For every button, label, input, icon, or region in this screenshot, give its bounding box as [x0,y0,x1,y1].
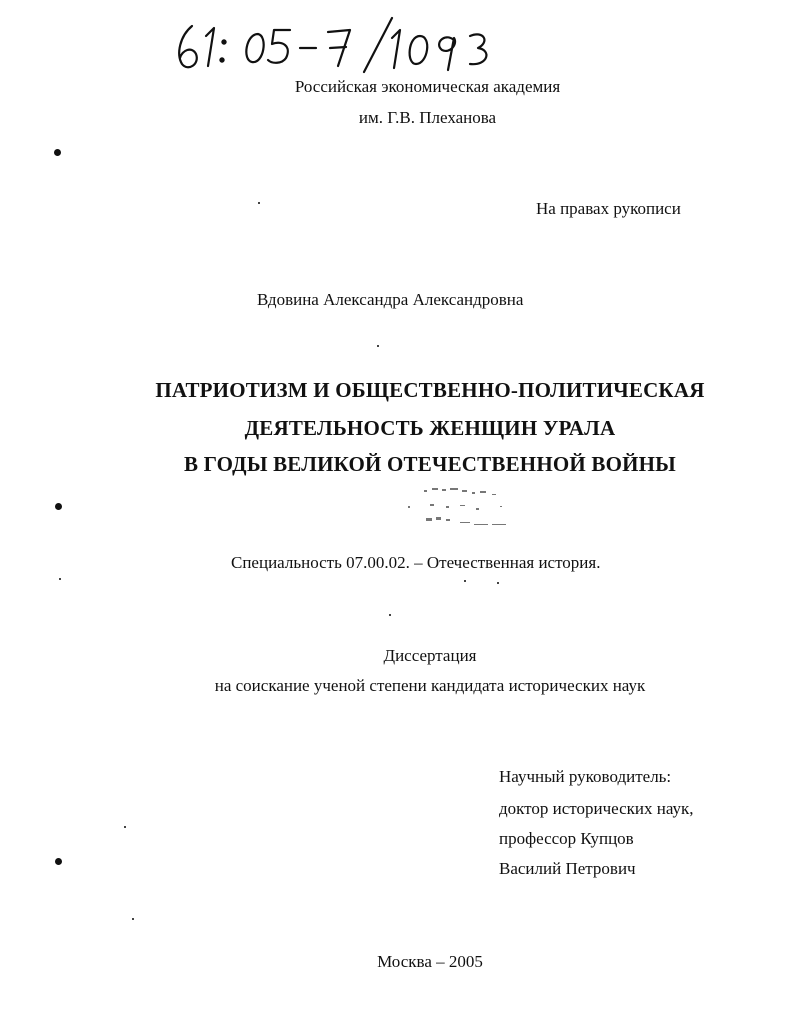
scan-speck [497,582,499,584]
handwritten-archive-mark [170,14,510,76]
scan-speck [132,918,134,920]
supervisor-label: Научный руководитель: [499,767,672,786]
supervisor-title-name: профессор Купцов [499,829,634,848]
city-year: Москва – 2005 [377,952,483,971]
specialty-line: Специальность 07.00.02. – Отечественная история. [231,553,601,572]
binding-hole-mark [55,858,62,865]
organization-name: Российская экономическая академия [294,77,561,96]
dissertation-title-line-1: ПАТРИОТИЗМ И ОБЩЕСТВЕННО-ПОЛИТИЧЕСКАЯ [155,378,705,402]
scan-speck [464,580,466,582]
dissertation-title-line-2: ДЕЯТЕЛЬНОСТЬ ЖЕНЩИН УРАЛА [244,416,616,440]
dissertation-label: Диссертация [383,646,477,665]
dissertation-title-line-3: В ГОДЫ ВЕЛИКОЙ ОТЕЧЕСТВЕННОЙ ВОЙНЫ [183,452,676,476]
supervisor-name: Василий Петрович [499,859,636,878]
faded-stamp-mark-drawing [400,484,525,534]
scan-speck [59,578,61,580]
dissertation-purpose: на соискание ученой степени кандидата исторических наук [214,676,646,695]
author-name: Вдовина Александра Александровна [257,290,524,309]
scan-speck [389,614,391,616]
rights-note: На правах рукописи [536,199,681,218]
faded-stamp-mark [400,484,525,534]
handwritten-archive-mark-drawing [170,14,510,76]
supervisor-degree: доктор исторических наук, [499,799,694,818]
scan-speck [377,345,379,347]
scan-speck [258,202,260,204]
organization-named-after: им. Г.В. Плеханова [358,108,497,127]
binding-hole-mark [54,149,61,156]
scan-speck [124,826,126,828]
binding-hole-mark [55,503,62,510]
